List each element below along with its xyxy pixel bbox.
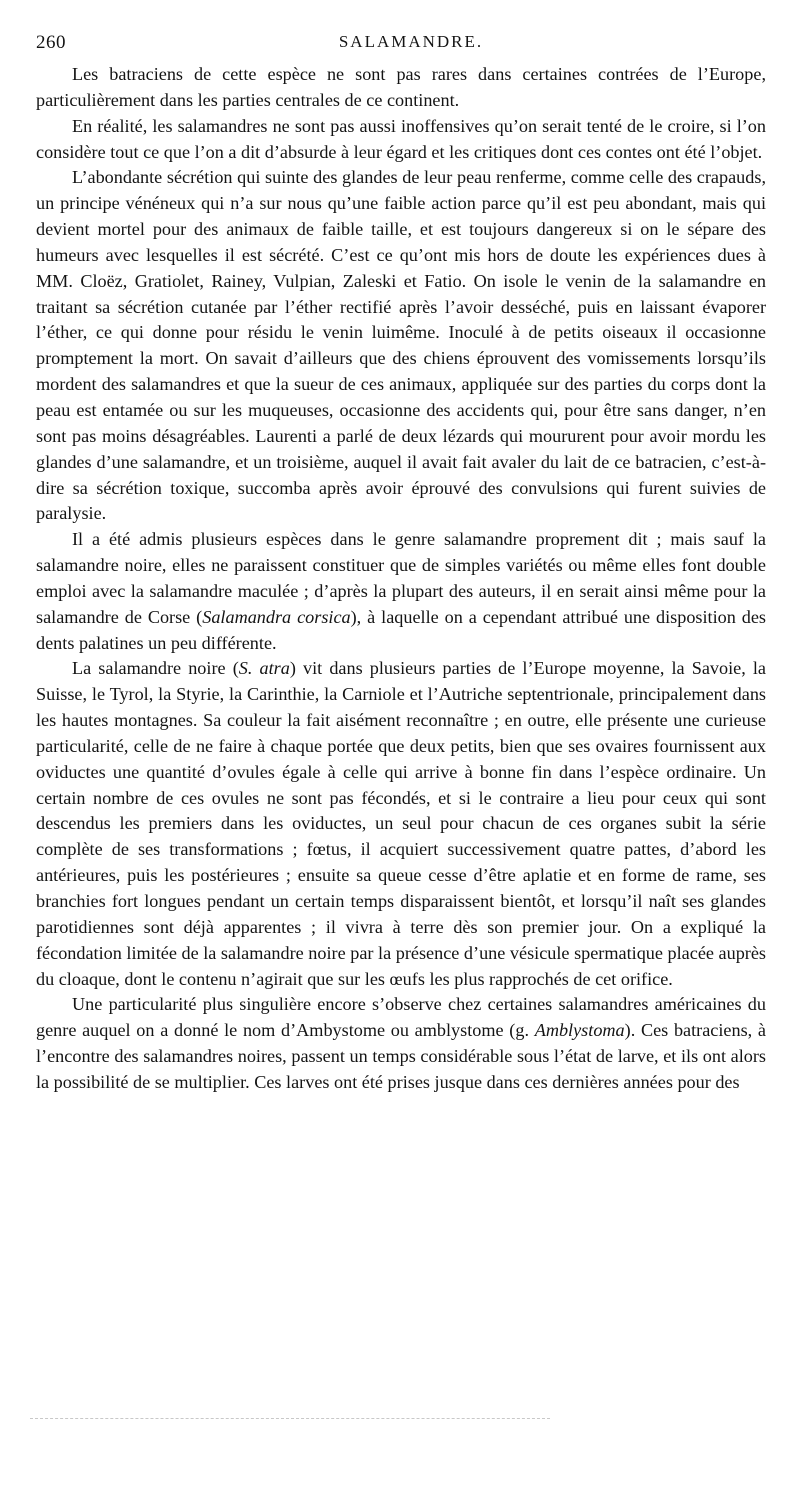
paragraph-4-text-b: ), à laquelle on a cependant attribué une disposition des dents palatines un peu différente.: [36, 606, 767, 653]
paragraph-4-text-a: Il a été admis plusieurs espèces dans le genre salamandre proprement dit ; mais sauf la salamandre noire, elles ne paraissent constituer que de simples variétés ou même elles font double emploi avec la salamandre maculée ; d’après la plupart des auteurs, il en serait ainsi même pour la salamandre de Corse (: [36, 529, 766, 627]
paragraph-6-italic: Amblystoma: [534, 1020, 625, 1041]
running-title: SALAMANDRE.: [338, 32, 484, 51]
paragraph-2: En réalité, les salamandres ne sont pas aussi inoffensives qu’on serait tenté de le croire, si l’on considère tout ce que l’on a dit d’absurde à leur égard et les critiques dont ces contes ont été l’objet.: [36, 115, 766, 162]
paragraph-1: Les batraciens de cette espèce ne sont pas rares dans certaines contrées de l’Europe, particulièrement dans les parties centrales de ce continent.: [36, 64, 766, 110]
paragraph-6-text-a: Une particularité plus singulière encore s’observe chez certaines salamandres américaines du genre auquel on a donné le nom d’Ambystome ou amblystome (g.: [36, 994, 766, 1041]
paragraph-3: L’abondante sécrétion qui suinte des glandes de leur peau renferme, comme celle des crapauds, un principe vénéneux qui n’a sur nous qu’une faible action parce qu’il est peu abondant, mais qui devient mortel pour des animaux de faible taille, et est toujours dangereux si on le sépare des humeurs avec lesquelles il est sécrété. C’est ce qu’ont mis hors de doute les expériences dues à MM. Cloëz, Gratiolet, Rainey, Vulpian, Zaleski et Fatio. On isole le venin de la salamandre en traitant sa sécrétion cutanée par l’éther rectifié après l’avoir desséché, puis en laissant évaporer l’éther, ce qui donne pour résidu le venin luimême. Inoculé à de petits oiseaux il occasionne promptement la mort. On savait d’ailleurs que des chiens éprouvent des vomissements lorsqu’ils mordent des salamandres et que la sueur de ces animaux, appliquée sur des parties du corps dont la peau est entamée ou sur les muqueuses, occasionne des accidents qui, pour être sans danger, n’en sont pas moins désagréables. Laurenti a parlé de deux lézards qui moururent pour avoir mordu les glandes d’une salamandre, et un troisième, auquel il avait fait avaler du lait de ce batracien, c’est-à-dire sa sécrétion toxique, succomba après avoir éprouvé des convulsions qui furent suivies de paralysie.: [36, 167, 766, 524]
document-page: [36, 30, 766, 1470]
paragraph-5: [36, 656, 766, 992]
footer-rule: [30, 1418, 550, 1419]
paragraph-5-text-b: ) vit dans plusieurs parties de l’Europe moyenne, la Savoie, la Suisse, le Tyrol, la Styrie, la Carinthie, la Carniole et l’Autriche septentrionale, principalement dans les hautes montagnes. Sa couleur la fait aisément reconnaître ; en outre, elle présente une curieuse particularité, celle de ne faire à chaque portée que deux petits, bien que ses ovaires fournissent aux oviductes une quantité d’ovules égale à celle qui arrive à bonne fin dans l’espèce ordinaire. Un certain nombre de ces ovules ne sont pas fécondés, et si le contraire a lieu pour ceux qui sont descendus les premiers dans les oviductes, un seul pour chacun de ces organes subit la série complète de ses transformations ; fœtus, il acquiert successivement quatre pattes, d’abord les antérieures, puis les postérieures ; ensuite sa queue cesse d’être aplatie et en forme de rame, ses branchies fort longues pendant un certain temps disparaissent bientôt, et lorsqu’il naît ses glandes parotidiennes sont déjà apparentes ; il vivra à terre dès son premier jour. On a expliqué la fécondation limitée de la salamandre noire par la présence d’une vésicule spermatique placée auprès du cloaque, dont le contenu n’agirait que sur les œufs les plus rapprochés de cet orifice.: [36, 658, 767, 989]
paragraph-5-italic: S. atra: [238, 658, 290, 679]
page-header: [36, 30, 766, 62]
paragraph-5-text-a: La salamandre noire (: [72, 658, 239, 679]
paragraph-6: [36, 992, 766, 1095]
paragraph-4-italic: Salamandra corsica: [202, 606, 351, 627]
body-text: [36, 62, 766, 1096]
paragraph-4: [36, 527, 766, 656]
paragraph-6-text-b: ). Ces batraciens, à l’encontre des salamandres noires, passent un temps considérable sous l’état de larve, et ils ont alors la possibilité de se multiplier. Ces larves ont été prises jusque dans ces dernières années pour des: [36, 1020, 766, 1092]
page-number: 260: [36, 32, 66, 53]
